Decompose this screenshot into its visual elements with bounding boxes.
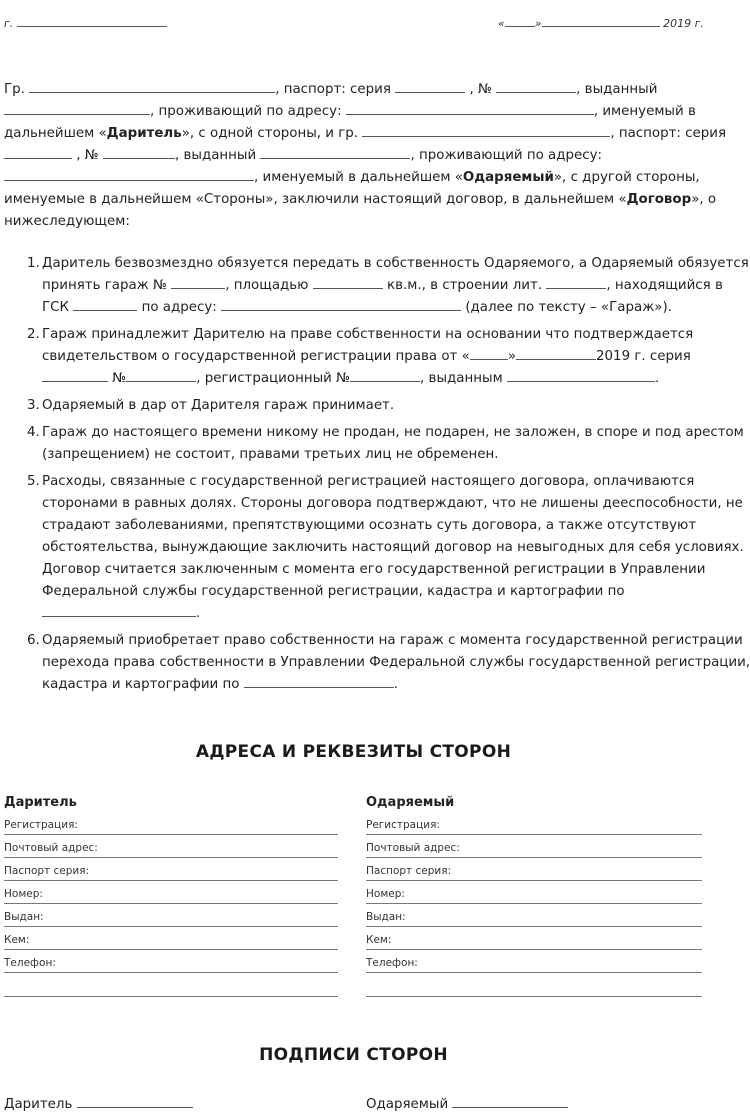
donor-field-postal-address: Почтовый адрес: xyxy=(4,842,98,854)
donor-line xyxy=(4,903,338,904)
recipient-line xyxy=(366,880,702,881)
item-5-line-1: Расходы, связанные с государственной регистрацией настоящего договора, оплачиваются xyxy=(42,474,695,489)
donor-line xyxy=(4,926,338,927)
donor-signature: Даритель xyxy=(4,1097,193,1112)
item-number-4: 4. xyxy=(27,425,40,440)
item-5-line-7: . xyxy=(42,606,200,621)
item-5-line-5: Договор считается заключенным с момента его государственной регистрации в Управлении xyxy=(42,562,706,577)
donor-field-by-whom: Кем: xyxy=(4,934,30,946)
donor-field-passport-series: Паспорт серия: xyxy=(4,865,90,877)
donor-field-issued: Выдан: xyxy=(4,911,44,923)
intro-line-1: Гр. , паспорт: серия , № , выданный xyxy=(4,82,658,97)
item-number-2: 2. xyxy=(27,327,40,342)
donor-line xyxy=(4,880,338,881)
intro-line-2: , проживающий по адресу: , именуемый в xyxy=(4,104,696,119)
donor-field-registration: Регистрация: xyxy=(4,819,78,831)
item-5-line-4: обстоятельства, вынуждающие заключить настоящий договор на невыгодных для себя условиях. xyxy=(42,540,744,555)
item-6-line-2: перехода права собственности в Управлении Федеральной службы государственной регистрации, xyxy=(42,655,750,670)
intro-line-5: , именуемый в дальнейшем «Одаряемый», с другой стороны, xyxy=(4,170,700,185)
item-2-line-1: Гараж принадлежит Дарителю на праве собственности на основании что подтверждается xyxy=(42,327,694,342)
recipient-field-phone: Телефон: xyxy=(366,957,418,969)
recipient-field-issued: Выдан: xyxy=(366,911,406,923)
donor-line xyxy=(4,857,338,858)
donor-line xyxy=(4,972,338,973)
recipient-line xyxy=(366,949,702,950)
city-prefix: г. xyxy=(4,16,167,30)
donor-line xyxy=(4,834,338,835)
item-number-1: 1. xyxy=(27,256,40,271)
contract-date: « » 2019 г. xyxy=(498,17,704,30)
item-2-line-2: свидетельством о государственной регистрации права от « » 2019 г. серия xyxy=(42,349,691,364)
item-2-line-3: № , регистрационный № , выданным . xyxy=(42,371,659,386)
signatures-title: ПОДПИСИ СТОРОН xyxy=(259,1045,448,1065)
item-1-line-1: Даритель безвозмездно обязуется передать в собственность Одаряемого, а Одаряемый обязуется xyxy=(42,256,749,271)
recipient-field-passport-series: Паспорт серия: xyxy=(366,865,452,877)
recipient-field-postal-address: Почтовый адрес: xyxy=(366,842,460,854)
donor-heading: Даритель xyxy=(4,795,77,810)
item-3-line-1: Одаряемый в дар от Дарителя гараж принимает. xyxy=(42,398,395,413)
recipient-field-registration: Регистрация: xyxy=(366,819,440,831)
intro-line-4: , № , выданный , проживающий по адресу: xyxy=(4,148,602,163)
donor-field-phone: Телефон: xyxy=(4,957,56,969)
item-4-line-2: (запрещением) не состоит, правами третьих лиц не обременен. xyxy=(42,447,499,462)
recipient-line xyxy=(366,996,702,997)
recipient-line xyxy=(366,857,702,858)
item-number-6: 6. xyxy=(27,633,40,648)
item-1-line-2: принять гараж № , площадью кв.м., в строении лит. , находящийся в xyxy=(42,278,723,293)
item-number-5: 5. xyxy=(27,474,40,489)
recipient-field-number: Номер: xyxy=(366,888,405,900)
recipient-field-by-whom: Кем: xyxy=(366,934,392,946)
recipient-signature: Одаряемый xyxy=(366,1097,568,1112)
recipient-line xyxy=(366,903,702,904)
donor-field-number: Номер: xyxy=(4,888,43,900)
intro-line-7: нижеследующем: xyxy=(4,214,130,229)
intro-line-3: дальнейшем «Даритель», с одной стороны, и гр. , паспорт: серия xyxy=(4,126,727,141)
recipient-line xyxy=(366,972,702,973)
item-5-line-3: страдают заболеваниями, препятствующими осознать суть договора, а также отсутствуют xyxy=(42,518,697,533)
item-5-line-6: Федеральной службы государственной регистрации, кадастра и картографии по xyxy=(42,584,625,599)
donor-line xyxy=(4,949,338,950)
item-6-line-1: Одаряемый приобретает право собственности на гараж с момента государственной регистрации xyxy=(42,633,743,648)
item-number-3: 3. xyxy=(27,398,40,413)
item-6-line-3: кадастра и картографии по . xyxy=(42,677,398,692)
recipient-line xyxy=(366,926,702,927)
item-4-line-1: Гараж до настоящего времени никому не продан, не подарен, не заложен, в споре и под арестом xyxy=(42,425,744,440)
item-5-line-2: сторонами в равных долях. Стороны договора подтверждают, что не лишены дееспособности, не xyxy=(42,496,743,511)
item-1-line-3: ГСК по адресу: (далее по тексту – «Гараж»). xyxy=(42,300,672,315)
requisites-title: АДРЕСА И РЕКВЕЗИТЫ СТОРОН xyxy=(195,742,512,762)
intro-line-6: именуемые в дальнейшем «Стороны», заключили настоящий договор, в дальнейшем «Договор», о xyxy=(4,192,717,207)
recipient-line xyxy=(366,834,702,835)
recipient-heading: Одаряемый xyxy=(366,795,455,810)
donor-line xyxy=(4,996,338,997)
